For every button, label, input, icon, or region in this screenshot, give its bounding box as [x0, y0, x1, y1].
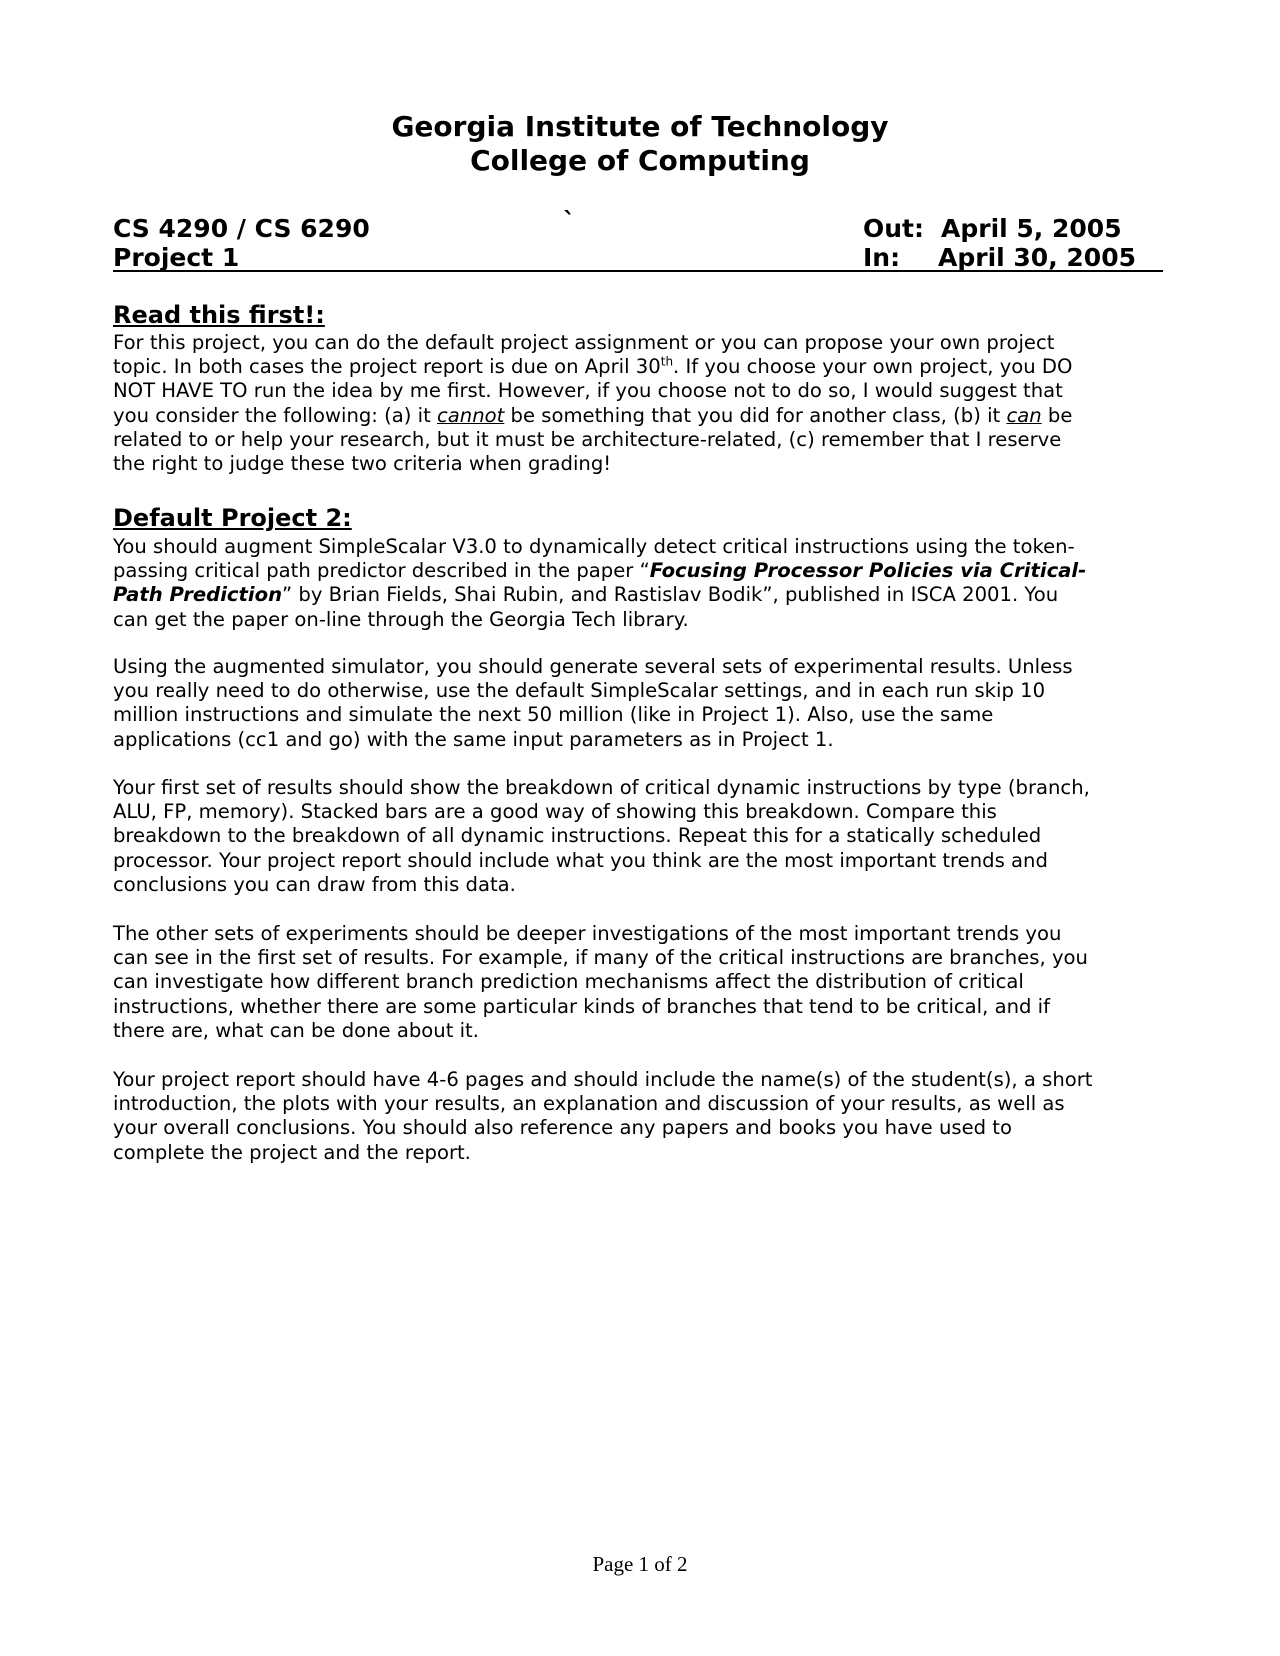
in-date: April 30, 2005	[938, 243, 1136, 272]
paragraph-3	[113, 776, 1173, 897]
text-line: Using the augmented simulator, you should generate several sets of experimental results. Unless	[113, 655, 1073, 678]
text-line: related to or help your research, but it must be architecture-related, (c) remember that I reserve	[113, 427, 1062, 451]
text-line: your overall conclusions. You should also reference any papers and books you have used to	[113, 1116, 1012, 1140]
text-line: instructions, whether there are some particular kinds of branches that tend to be critical, and if	[113, 994, 1050, 1018]
page-number: Page 1 of 2	[592, 1552, 688, 1576]
paragraph-4	[113, 922, 1173, 1043]
text-line: there are, what can be done about it.	[113, 1018, 479, 1042]
text-line: can see in the first set of results. For example, if many of the critical instructions are branches, you	[113, 946, 1088, 970]
text-line: conclusions you can draw from this data.	[113, 872, 516, 896]
text-line: processor. Your project report should include what you think are the most important trends and	[113, 848, 1048, 872]
text-line: can get the paper on-line through the Georgia Tech library.	[113, 607, 689, 631]
text-line: the right to judge these two criteria when grading!	[113, 452, 612, 476]
text-line: Path Prediction” by Brian Fields, Shai Rubin, and Rastislav Bodik”, published in ISCA 2001. You	[113, 583, 1059, 607]
stray-backtick: `	[563, 207, 576, 236]
emphasis-can: can	[1006, 403, 1042, 427]
text-line: topic. In both cases the project report is due on April 30th. If you choose your own project, you DO	[113, 354, 1073, 379]
institution-title: Georgia Institute of Technology	[391, 110, 889, 143]
text-line: you really need to do otherwise, use the default SimpleScalar settings, and in each run skip 10	[113, 679, 1046, 703]
header-rule	[113, 270, 1163, 272]
project-number: Project 1	[113, 243, 240, 272]
section-heading-default-project: Default Project 2:	[113, 504, 352, 532]
in-label: In:	[863, 243, 901, 272]
course-number: CS 4290 / CS 6290	[113, 214, 370, 243]
text-line: complete the project and the report.	[113, 1140, 471, 1164]
out-date: April 5, 2005	[941, 214, 1122, 243]
text-line: NOT HAVE TO run the idea by me first. However, if you choose not to do so, I would suggest that	[113, 379, 1063, 403]
paper-title: Focusing Processor Policies via Critical-	[649, 559, 1087, 583]
text-line: Your project report should have 4-6 pages and should include the name(s) of the student(s), a short	[113, 1068, 1093, 1091]
text-line: ALU, FP, memory). Stacked bars are a good way of showing this breakdown. Compare this	[113, 800, 997, 824]
text-line: passing critical path predictor described in the paper “Focusing Processor Policies via Critical-	[113, 559, 1087, 583]
text-line: can investigate how different branch prediction mechanisms affect the distribution of critical	[113, 970, 1024, 994]
text-line: You should augment SimpleScalar V3.0 to dynamically detect critical instructions using the token-	[113, 535, 1075, 558]
emphasis-cannot: cannot	[437, 403, 505, 427]
text-line: applications (cc1 and go) with the same input parameters as in Project 1.	[113, 727, 834, 751]
intro-paragraph	[113, 331, 1173, 476]
paragraph-2	[113, 655, 1173, 752]
section-heading-read-first: Read this first!:	[113, 301, 325, 329]
text-line: For this project, you can do the default project assignment or you can propose your own project	[113, 331, 1055, 354]
paragraph-5	[113, 1068, 1173, 1165]
college-title: College of Computing	[470, 144, 810, 177]
text-line: you consider the following: (a) it cannot be something that you did for another class, (b) it can be	[113, 403, 1073, 427]
text-line: Your first set of results should show the breakdown of critical dynamic instructions by type (branch,	[113, 776, 1090, 799]
text-line: million instructions and simulate the next 50 million (like in Project 1). Also, use the same	[113, 703, 994, 727]
text-line: The other sets of experiments should be deeper investigations of the most important trends you	[113, 922, 1062, 945]
paper-title-cont: Path Prediction	[113, 583, 283, 607]
text-line: breakdown to the breakdown of all dynamic instructions. Repeat this for a statically scheduled	[113, 824, 1042, 848]
superscript-th: th	[660, 354, 674, 369]
text-line: introduction, the plots with your results, an explanation and discussion of your results, as well as	[113, 1092, 1065, 1116]
paragraph-1	[113, 535, 1173, 632]
out-label: Out:	[863, 214, 924, 243]
